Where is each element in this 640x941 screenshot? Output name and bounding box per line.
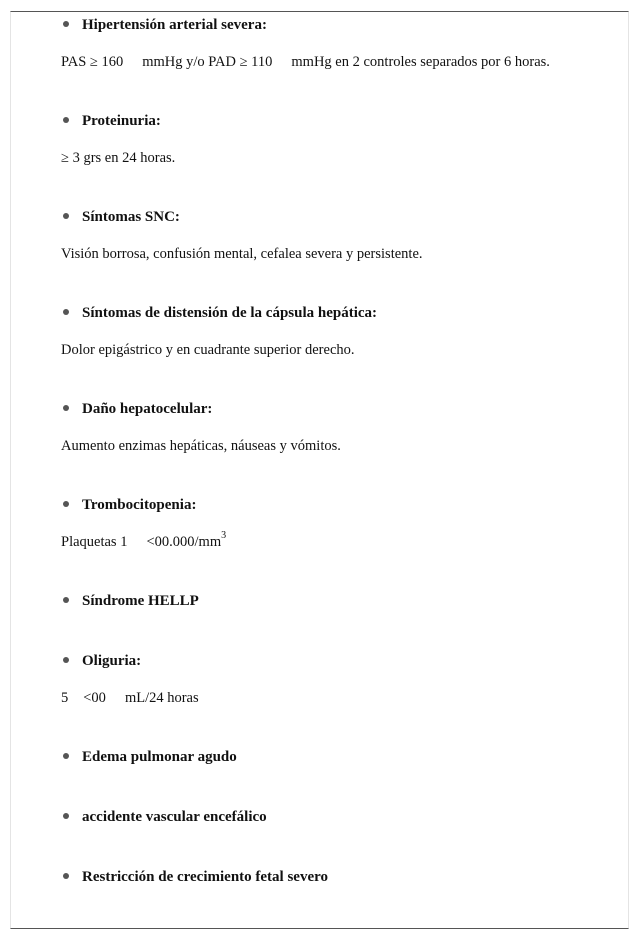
detail-part: mmHg y/o PAD ≥ 110 <box>142 54 273 70</box>
list-item-hipertension <box>11 15 628 35</box>
bullet-icon <box>63 657 69 663</box>
criterion-title: Oliguria: <box>82 653 142 669</box>
list-item-sindrome-hellp <box>11 591 628 611</box>
list-item-sintomas-snc <box>11 207 628 227</box>
superscript: 3 <box>221 530 227 542</box>
criterion-detail-proteinuria: ≥ 3 grs en 24 horas. <box>61 150 176 166</box>
document-page <box>10 11 629 929</box>
criterion-title: Proteinuria: <box>82 113 161 129</box>
criterion-detail-oliguria <box>11 688 628 708</box>
list-item-oliguria <box>11 651 628 671</box>
list-item-accidente-vascular <box>11 807 628 827</box>
list-item-capsula-hepatica <box>11 303 628 323</box>
bullet-icon <box>63 309 69 315</box>
detail-part: Plaquetas 1 <box>61 534 128 550</box>
bullet-icon <box>63 117 69 123</box>
bullet-icon <box>63 501 69 507</box>
criterion-title: Trombocitopenia: <box>82 497 197 513</box>
detail-part: 5 <box>61 690 69 706</box>
detail-part: mmHg en 2 controles separados por 6 horas. <box>291 54 550 70</box>
criterion-title: Restricción de crecimiento fetal severo <box>82 869 329 885</box>
criterion-title: Síntomas de distensión de la cápsula hepática: <box>82 305 378 321</box>
bullet-icon <box>63 813 69 819</box>
criterion-detail-capsula-hepatica: Dolor epigástrico y en cuadrante superior derecho. <box>61 342 355 358</box>
list-item-edema-pulmonar <box>11 747 628 767</box>
criterion-detail-hipertension <box>11 52 628 72</box>
detail-part: PAS ≥ 160 <box>61 54 124 70</box>
criterion-title: Hipertensión arterial severa: <box>82 17 267 33</box>
list-item-dano-hepatocelular <box>11 399 628 419</box>
criterion-title: Síndrome HELLP <box>82 593 199 609</box>
list-item-trombocitopenia <box>11 495 628 515</box>
criterion-detail-trombocitopenia <box>11 532 628 552</box>
criterion-title: accidente vascular encefálico <box>82 809 267 825</box>
list-item-restriccion-crecimiento <box>11 867 628 887</box>
bullet-icon <box>63 597 69 603</box>
bullet-icon <box>63 405 69 411</box>
criterion-title: Síntomas SNC: <box>82 209 180 225</box>
criterion-title: Daño hepatocelular: <box>82 401 213 417</box>
bullet-icon <box>63 873 69 879</box>
detail-part: <00 <box>83 690 106 706</box>
criterion-detail-sintomas-snc: Visión borrosa, confusión mental, cefalea severa y persistente. <box>61 246 423 262</box>
detail-part: <00.000/mm <box>146 534 222 550</box>
detail-part: mL/24 horas <box>124 690 199 706</box>
bullet-icon <box>63 21 69 27</box>
criterion-title: Edema pulmonar agudo <box>82 749 237 765</box>
bullet-icon <box>63 753 69 759</box>
criterion-detail-dano-hepatocelular: Aumento enzimas hepáticas, náuseas y vómitos. <box>61 438 341 454</box>
list-item-proteinuria <box>11 111 628 131</box>
bullet-icon <box>63 213 69 219</box>
